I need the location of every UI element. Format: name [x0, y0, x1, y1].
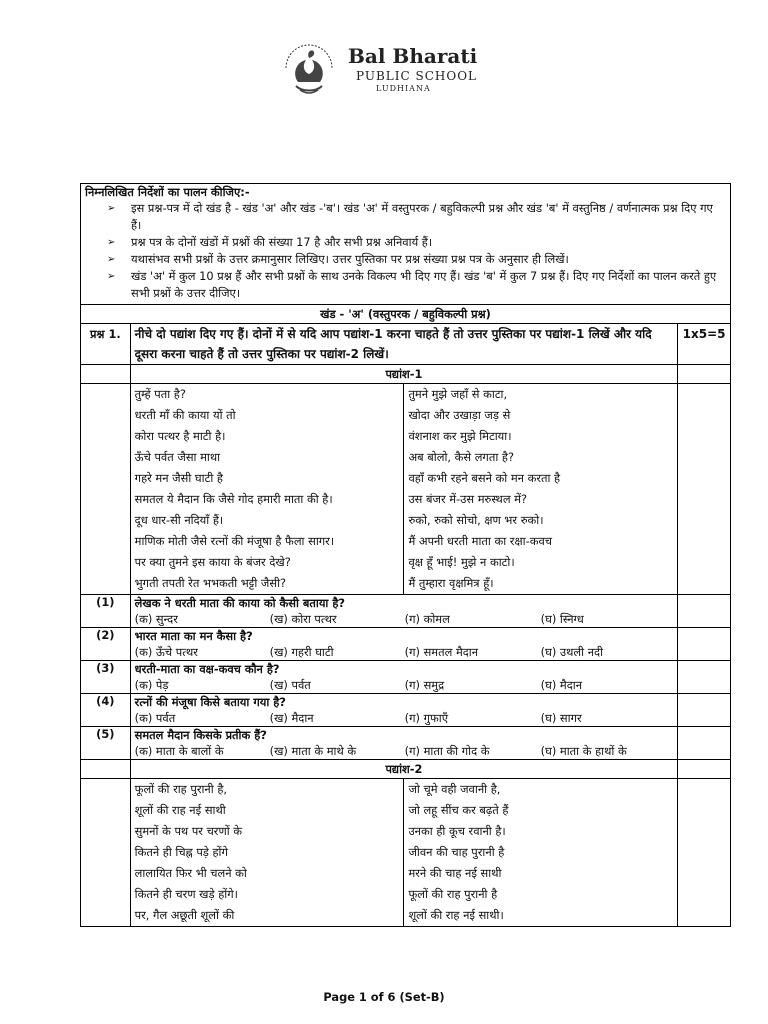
option-ga: (ग) समुद्र	[404, 678, 445, 692]
school-subtitle: PUBLIC SCHOOL	[356, 69, 478, 83]
option-ka: (क) पेड़	[134, 678, 169, 692]
empty-cell	[678, 760, 731, 779]
poem-line: फूलों की राह पुरानी है,	[134, 782, 227, 796]
empty-cell	[81, 365, 131, 384]
section-a-title: खंड - 'अ' (वस्तुपरक / बहुविकल्पी प्रश्न)	[81, 305, 731, 324]
instructions-title: निम्नलिखित निर्देशों का पालन कीजिए:-	[85, 185, 250, 199]
sub-question-number: (5)	[81, 727, 131, 760]
instructions-row	[81, 184, 731, 305]
sub-question-number: (3)	[81, 661, 131, 694]
sub-question-row	[81, 628, 731, 661]
passage-2-left	[130, 779, 404, 927]
poem-line: शूलों की राह नई साथी	[134, 803, 226, 817]
option-gha: (घ) उथली नदी	[540, 645, 604, 659]
instruction-text: यथासंभव सभी प्रश्नों के उत्तर क्रमानुसार लिखिए। उत्तर पुस्तिका पर प्रश्न संख्या प्रश्न पत्र के अनुसार ही लिखें।	[131, 252, 569, 266]
arrow-bullet-icon: ➢	[107, 254, 116, 265]
empty-cell	[81, 779, 131, 927]
poem-line: शूलों की राह नई साथी।	[408, 908, 504, 922]
poem-line: फूलों की राह पुरानी है	[408, 887, 498, 901]
poem-line: रुको, रुको सोचो, क्षण भर रुको।	[408, 513, 544, 527]
sub-question-number: (2)	[81, 628, 131, 661]
arrow-bullet-icon: ➢	[107, 271, 116, 282]
empty-cell	[81, 384, 131, 595]
instruction-text: प्रश्न पत्र के दोनों खंडों में प्रश्नों की संख्या 17 है और सभी प्रश्न अनिवार्य हैं।	[131, 235, 433, 249]
passage-1-body-row	[81, 384, 731, 595]
poem-line: जीवन की चाह पुरानी है	[408, 845, 505, 859]
option-kha: (ख) मैदान	[269, 711, 314, 725]
poem-line: भुगती तपती रेत भभकती भट्टी जैसी?	[134, 576, 287, 590]
poem-line: खोदा और उखाड़ा जड़ से	[408, 408, 511, 422]
section-a-row	[81, 305, 731, 324]
sub-question-text: लेखक ने धरती माता की काया को कैसी बताया है?	[134, 596, 345, 610]
poem-line: कितने ही चिह्न पड़े होंगे	[134, 845, 228, 859]
empty-cell	[678, 384, 731, 595]
passage-2-title: पद्यांश-2	[130, 760, 678, 779]
sub-question-row	[81, 694, 731, 727]
poem-line: वहाँ कभी रहने बसने को मन करता है	[408, 471, 561, 485]
instructions-cell	[81, 184, 731, 305]
sub-question-cell	[130, 694, 678, 727]
instruction-item	[85, 200, 726, 234]
option-ka: (क) ऊँचे पत्थर	[134, 645, 198, 659]
options-row	[135, 677, 674, 693]
option-ka: (क) पर्वत	[134, 711, 176, 725]
sub-question-row	[81, 661, 731, 694]
question-paper-table	[80, 183, 731, 927]
poem-line: ऊँचे पर्वत जैसा माथा	[134, 450, 221, 464]
poem-line: वृक्ष हूँ भाई! मुझे न काटो।	[408, 555, 515, 569]
empty-cell	[678, 628, 731, 661]
sub-question-cell	[130, 661, 678, 694]
empty-cell	[678, 365, 731, 384]
question-1-marks: 1x5=5	[678, 324, 731, 365]
poem-line: वंशनाश कर मुझे मिटाया।	[408, 429, 512, 443]
instruction-item	[85, 234, 726, 251]
empty-cell	[81, 760, 131, 779]
empty-cell	[678, 595, 731, 628]
sub-question-text: समतल मैदान किसके प्रतीक हैं?	[134, 728, 267, 742]
sub-question-text: भारत माता का मन कैसा है?	[134, 629, 253, 643]
instruction-text: इस प्रश्न-पत्र में दो खंड है - खंड 'अ' और खंड -'ब'। खंड 'अ' में वस्तुपरक / बहुविकल्पी प्रश्न और खंड 'ब' में वस्तुनिष्ठ / वर्णनात्मक प्रश्न दिए गए हैं।	[131, 201, 713, 232]
options-row	[135, 644, 674, 660]
poem-line: तुमने मुझे जहाँ से काटा,	[408, 387, 508, 401]
school-logo-icon	[278, 38, 340, 100]
school-city: LUDHIANA	[376, 84, 431, 93]
options-row	[135, 710, 674, 726]
passage-2-title-row	[81, 760, 731, 779]
option-ka: (क) माता के बालों के	[134, 744, 224, 758]
poem-line: जो चूमे वही जवानी है,	[408, 782, 501, 796]
poem-line: समतल ये मैदान कि जैसे गोद हमारी माता की है।	[134, 492, 333, 506]
poem-line: गहरे मन जैसी घाटी है	[134, 471, 223, 485]
poem-line: धरती माँ की काया यों तो	[134, 408, 236, 422]
options-row	[135, 743, 674, 759]
option-kha: (ख) माता के माथे के	[269, 744, 357, 758]
poem-line: मैं तुम्हारा वृक्षमित्र हूँ।	[408, 576, 494, 590]
option-ka: (क) सुन्दर	[134, 612, 178, 626]
passage-1-title-row	[81, 365, 731, 384]
poem-line: उनका ही कूच रवानी है।	[408, 824, 506, 838]
sub-question-cell	[130, 595, 678, 628]
poem-line: सुमनों के पथ पर चरणों के	[134, 824, 243, 838]
poem-line: अब बोलो, कैसे लगता है?	[408, 450, 514, 464]
option-kha: (ख) गहरी घाटी	[269, 645, 334, 659]
option-gha: (घ) स्निग्ध	[540, 612, 584, 626]
sub-question-cell	[130, 727, 678, 760]
option-ga: (ग) माता की गोद के	[404, 744, 490, 758]
passage-2-body-row	[81, 779, 731, 927]
sub-question-number: (1)	[81, 595, 131, 628]
option-kha: (ख) पर्वत	[269, 678, 311, 692]
poem-line: मरने की चाह नई साथी	[408, 866, 502, 880]
arrow-bullet-icon: ➢	[107, 203, 116, 214]
empty-cell	[678, 779, 731, 927]
poem-line: दूध धार-सी नदियाँ हैं।	[134, 513, 224, 527]
poem-line: पर क्या तुमने इस काया के बंजर देखे?	[134, 555, 291, 569]
poem-line: जो लहू सींच कर बढ़ते हैं	[408, 803, 509, 817]
option-ga: (ग) गुफाएँ	[404, 711, 449, 725]
poem-line: उस बंजर में-उस मरुस्थल में?	[408, 492, 528, 506]
poem-line: माणिक मोती जैसे रत्नों की मंजूषा है फैला सागर।	[134, 534, 335, 548]
empty-cell	[678, 727, 731, 760]
poem-line: मैं अपनी धरती माता का रक्षा-कवच	[408, 534, 553, 548]
arrow-bullet-icon: ➢	[107, 237, 116, 248]
sub-question-row	[81, 595, 731, 628]
poem-line: तुम्हें पता है?	[134, 387, 186, 401]
instructions-list	[85, 200, 726, 304]
sub-question-text: धरती-माता का वक्ष-कवच कौन है?	[134, 662, 280, 676]
passage-1-title: पद्यांश-1	[130, 365, 678, 384]
option-ga: (ग) कोमल	[404, 612, 450, 626]
school-name: Bal Bharati	[348, 44, 478, 68]
option-gha: (घ) मैदान	[540, 678, 583, 692]
page-footer: Page 1 of 6 (Set-B)	[323, 990, 445, 1004]
passage-2-right	[404, 779, 678, 927]
passage-1-right	[404, 384, 678, 595]
option-gha: (घ) माता के हाथों के	[540, 744, 627, 758]
instruction-item	[85, 251, 726, 268]
poem-line: पर, गैल अछूती शूलों की	[134, 908, 235, 922]
instruction-text: खंड 'अ' में कुल 10 प्रश्न हैं और सभी प्रश्नों के साथ उनके विकल्प भी दिए गए हैं। खंड 'ब' में कुल 7 प्रश्न हैं। दिए गए निर्देशों का पालन करते हुए सभी प्रश्नों के उत्तर दीजिए।	[131, 269, 717, 300]
empty-cell	[678, 661, 731, 694]
sub-question-number: (4)	[81, 694, 131, 727]
option-kha: (ख) कोरा पत्थर	[269, 612, 337, 626]
sub-question-text: रत्नों की मंजूषा किसे बताया गया है?	[134, 695, 286, 709]
option-ga: (ग) समतल मैदान	[404, 645, 479, 659]
passage-1-left	[130, 384, 404, 595]
question-1-row	[81, 324, 731, 365]
sub-question-cell	[130, 628, 678, 661]
options-row	[135, 611, 674, 627]
question-1-text: नीचे दो पद्यांश दिए गए हैं। दोनों में से यदि आप पद्यांश-1 करना चाहते हैं तो उत्तर पुस्तिका पर पद्यांश-1 लिखें और यदि दूसरा करना चाहते हैं तो उत्तर पुस्तिका पर पद्यांश-2 लिखें।	[130, 324, 678, 365]
instruction-item	[85, 268, 726, 302]
option-gha: (घ) सागर	[540, 711, 582, 725]
empty-cell	[678, 694, 731, 727]
poem-line: कोरा पत्थर है माटी है।	[134, 429, 226, 443]
poem-line: लालायित फिर भी चलने को	[134, 866, 247, 880]
poem-line: कितने ही चरण खड़े होंगे।	[134, 887, 238, 901]
sub-question-row	[81, 727, 731, 760]
school-header	[278, 38, 518, 108]
question-1-number: प्रश्न 1.	[81, 324, 131, 365]
